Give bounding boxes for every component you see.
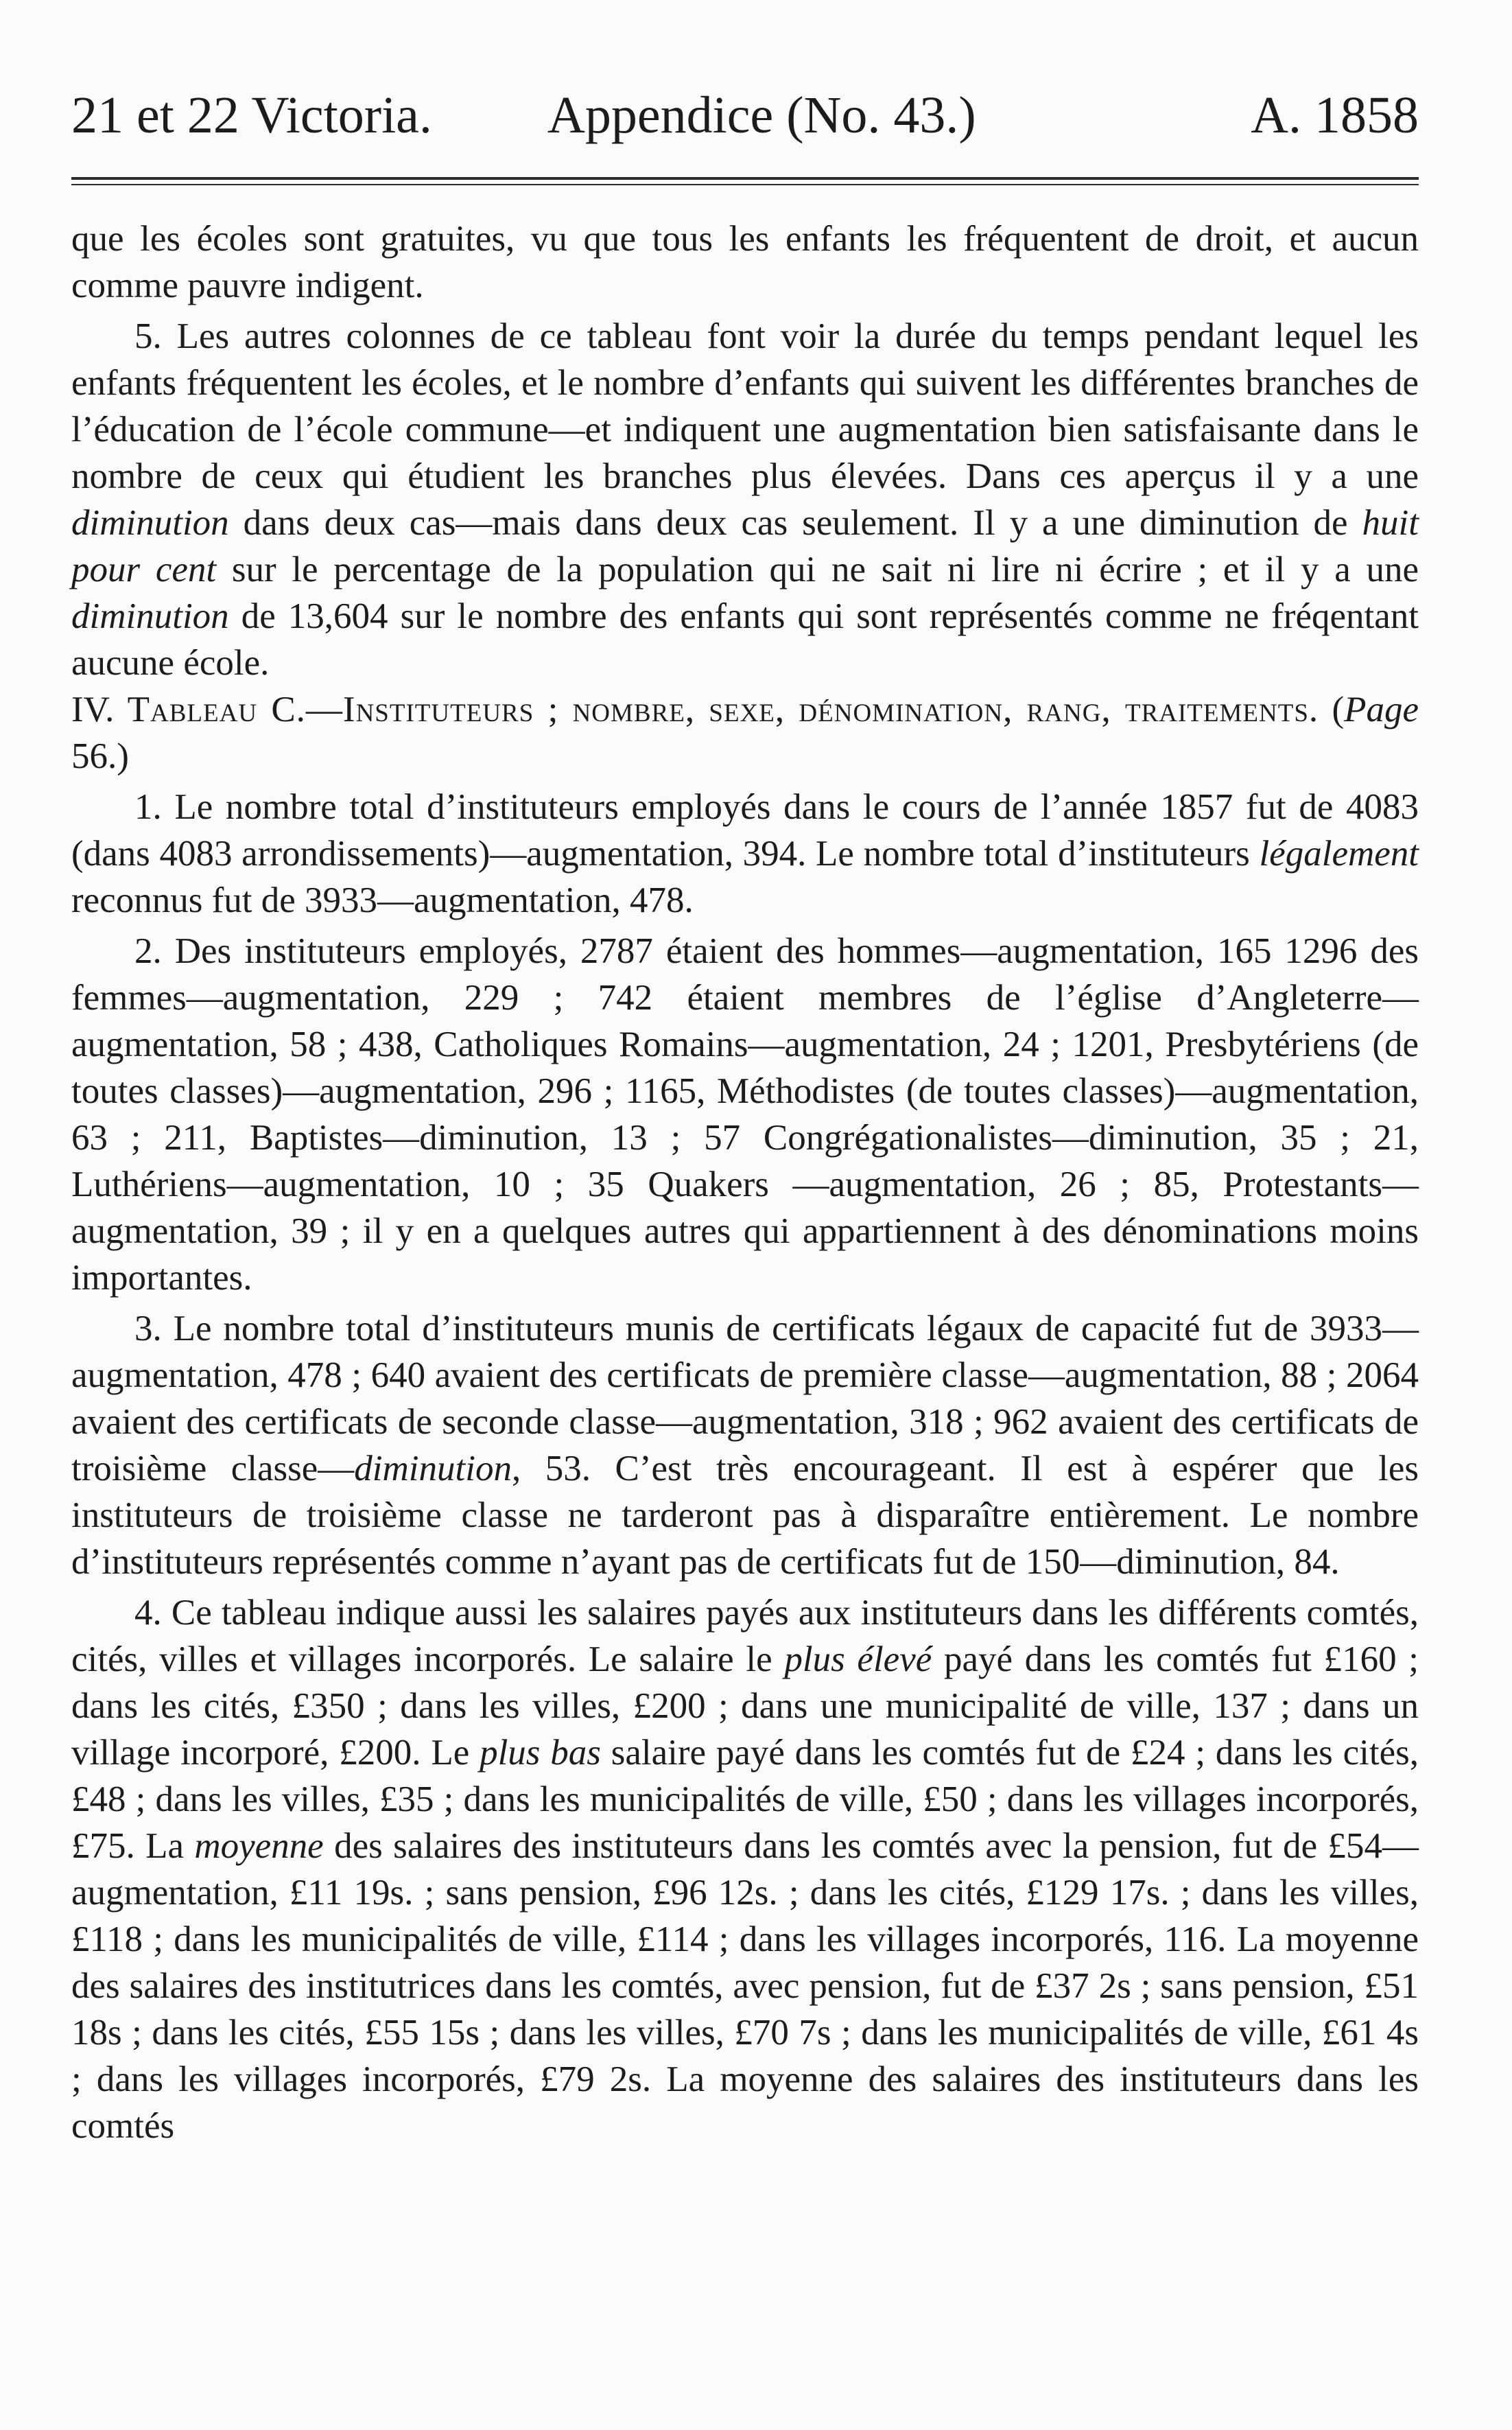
paragraph-s3-text-a: 3. Le nombre total d’instituteurs munis de certificats légaux de capacité fut de 3933—augmentation, 478 ; 640 avaient des certificats de première classe—augmentation, 88 ; 2064 avaient des certificats de seconde classe—augmentation, 318 ; 962 avaient des certificats de troisième classe— [71, 1309, 1419, 1488]
paragraph-s1-emphasis: légalement [1259, 834, 1419, 874]
paragraph-s3-text-c: , 53. C’est très encourageant. Il est à espérer que les instituteurs de troisième classe ne tarderont pas à disparaître entièrement. Le nombre d’instituteurs représentés comme n’ayant pas de certificats fut de 150—diminution, 84. [71, 1449, 1419, 1582]
paragraph-5-emphasis-3: diminution [71, 596, 229, 636]
section-tableau: Tableau C. [127, 690, 306, 729]
header-rule-thin [71, 184, 1419, 185]
paragraph-s1-text-c: reconnus fut de 3933—augmentation, 478. [71, 880, 694, 920]
paragraph-5-emphasis-1: diminution [71, 503, 229, 543]
header-rule-thick [71, 177, 1419, 180]
header-session: 21 et 22 Victoria. [71, 86, 432, 144]
paragraph-s4-text-e: salaire payé dans les comtés fut de £24 ; dans les cités, £48 ; dans les villes, £35 ; dans les municipalités de ville, £50 ; dans les villages incorporés, £75. La [71, 1733, 1419, 1866]
paragraph-s3 [71, 1305, 1419, 1585]
section-title: —Instituteurs ; nombre, sexe, dénomination, rang, traitements. [305, 690, 1319, 729]
paragraph-s4 [71, 1589, 1419, 2149]
paragraph-s4-text-a: 4. Ce tableau indique aussi les salaires payés aux instituteurs dans les différents comtés, cités, villes et villages incorporés. Le salaire le [71, 1593, 1419, 1679]
paragraph-s4-emphasis-3: moyenne [194, 1826, 324, 1866]
section-heading [71, 686, 1419, 780]
paragraph-5-text-a: 5. Les autres colonnes de ce tableau font voir la durée du temps pendant lequel les enfants fréquentent les écoles, et le nombre d’enfants qui suivent les différentes branches de l’éducation de l’école commune—et indiquent une augmentation bien satisfaisante dans le nombre de ceux qui étudient les branches plus élevées. Dans ces aperçus il y a une [71, 316, 1419, 496]
section-page-ref-word: Page [1344, 690, 1419, 729]
header-year: A. 1858 [1251, 86, 1419, 144]
paragraph-s2: 2. Des instituteurs employés, 2787 étaient des hommes—augmentation, 165 1296 des femmes—augmentation, 229 ; 742 étaient membres de l’église d’Angleterre—augmentation, 58 ; 438, Catholiques Romains—augmentation, 24 ; 1201, Presbytériens (de toutes classes)—augmentation, 296 ; 1165, Méthodistes (de toutes classes)—augmentation, 63 ; 211, Baptistes—diminution, 13 ; 57 Congrégationalistes—diminution, 35 ; 21, Luthériens—augmentation, 10 ; 35 Quakers —augmentation, 26 ; 85, Protestants—augmentation, 39 ; il y en a quelques autres qui appartiennent à des dénominations moins importantes. [71, 931, 1419, 1298]
section-number: IV. [71, 690, 115, 729]
section-page-ref-number: 56.) [71, 736, 129, 776]
paragraph-s4-text-c: payé dans les comtés fut £160 ; dans les cités, £350 ; dans les villes, £200 ; dans une municipalité de ville, 137 ; dans un village incorporé, £200. Le [71, 1639, 1419, 1773]
paragraph-s3-emphasis: diminution [354, 1449, 512, 1488]
paragraph-5-text-c: dans deux cas—mais dans deux cas seulement. Il y a une diminution de [228, 503, 1362, 543]
document-body [71, 215, 1419, 2149]
running-header [71, 81, 1419, 150]
paragraph-s4-emphasis-2: plus bas [480, 1733, 601, 1773]
paragraph-5-text-g: de 13,604 sur le nombre des enfants qui sont représentés comme ne fréqentant aucune école. [71, 596, 1419, 683]
paragraph-s1 [71, 784, 1419, 924]
paragraph-5-emphasis-2: huit pour cent [71, 503, 1419, 589]
paragraph-s4-text-g: des salaires des instituteurs dans les comtés avec la pension, fut de £54—augmentation, £11 19s. ; sans pension, £96 12s. ; dans les cités, £129 17s. ; dans les villes, £118 ; dans les municipalités de ville, £114 ; dans les villages incorporés, 116. La moyenne des salaires des institutrices dans les comtés, avec pension, fut de £37 2s ; sans pension, £51 18s ; dans les cités, £55 15s ; dans les villes, £70 7s ; dans les municipalités de ville, £61 4s ; dans les villages incorporés, £79 2s. La moyenne des salaires des instituteurs dans les comtés [71, 1826, 1419, 2146]
paragraph-intro: que les écoles sont gratuites, vu que tous les enfants les fréquentent de droit, et aucun comme pauvre indigent. [71, 219, 1419, 305]
paragraph-5-text-e: sur le percentage de la population qui ne sait ni lire ni écrire ; et il y a une [216, 550, 1419, 589]
header-appendix: Appendice (No. 43.) [547, 86, 976, 144]
paragraph-5 [71, 313, 1419, 686]
paragraph-s1-text-a: 1. Le nombre total d’instituteurs employés dans le cours de l’année 1857 fut de 4083 (dans 4083 arrondissements)—augmentation, 394. Le nombre total d’instituteurs [71, 787, 1419, 874]
section-page-ref-open: ( [1332, 690, 1345, 729]
paragraph-s4-emphasis-1: plus élevé [784, 1639, 932, 1679]
